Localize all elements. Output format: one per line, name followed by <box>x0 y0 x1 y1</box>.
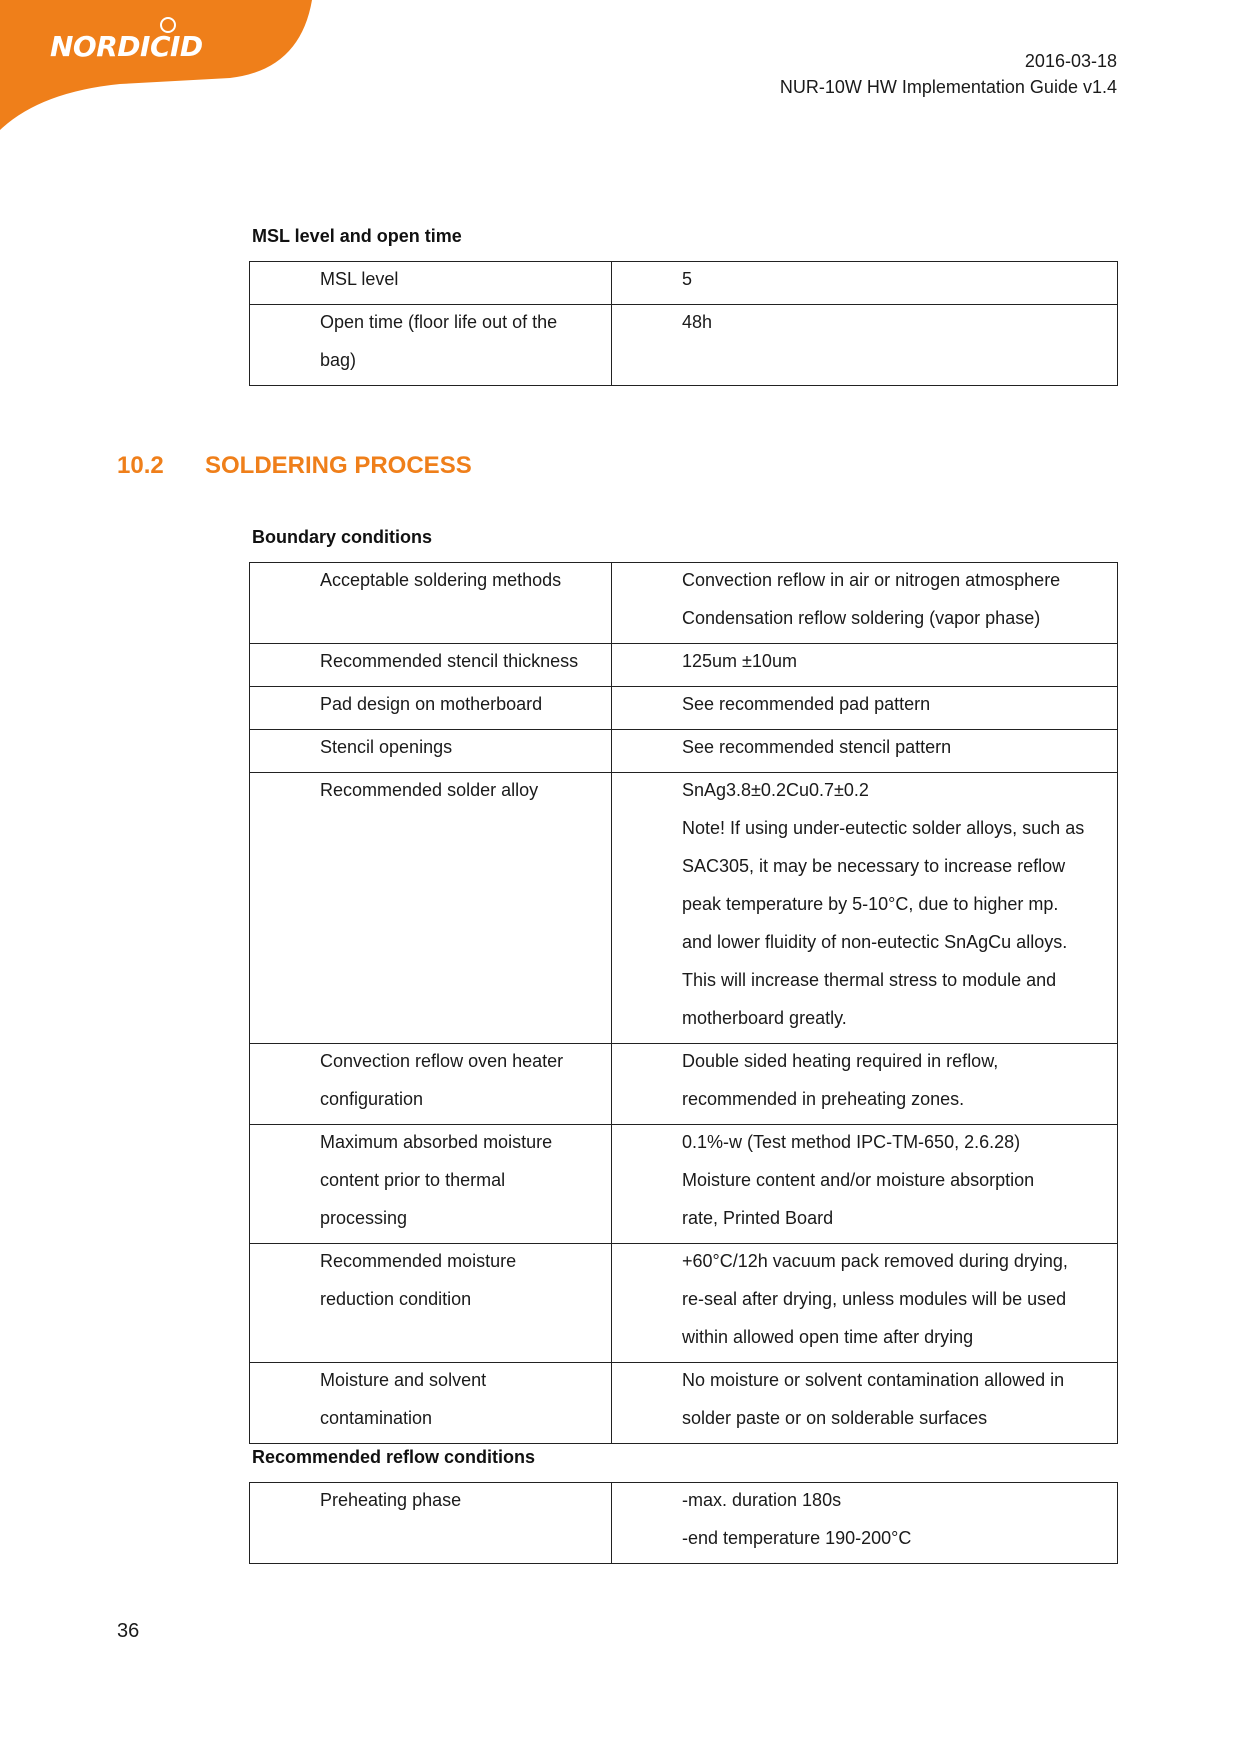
cell-text-line: Acceptable soldering methods <box>320 570 562 590</box>
row-label-cell <box>250 773 612 1044</box>
page-number: 36 <box>117 1620 140 1642</box>
boundary-conditions-table <box>249 562 1118 1444</box>
cell-text-line: content prior to thermal <box>320 1170 506 1190</box>
cell-text-line: Double sided heating required in reflow, <box>682 1051 999 1071</box>
row-value-cell <box>612 1244 1118 1363</box>
cell-text-line: Recommended stencil thickness <box>320 651 579 671</box>
cell-text-line: See recommended pad pattern <box>682 694 931 714</box>
row-value-cell <box>612 773 1118 1044</box>
cell-text-line: 5 <box>682 269 693 289</box>
cell-text-line: Pad design on motherboard <box>320 694 543 714</box>
table-row <box>250 730 1118 773</box>
header-date: 2016-03-18 <box>1024 51 1117 71</box>
msl-table <box>249 261 1118 386</box>
cell-text-line: 125um ±10um <box>682 651 797 671</box>
row-label-cell <box>250 1244 612 1363</box>
cell-text-line: recommended in preheating zones. <box>682 1089 965 1109</box>
cell-text-line: Maximum absorbed moisture <box>320 1132 553 1152</box>
row-label-cell <box>250 730 612 773</box>
cell-text-line: and lower fluidity of non-eutectic SnAgCu alloys. <box>682 932 1068 952</box>
logo-background-shape <box>0 0 320 130</box>
cell-text-line: configuration <box>320 1089 424 1109</box>
cell-text-line: reduction condition <box>320 1289 472 1309</box>
cell-text-line: Condensation reflow soldering (vapor phase) <box>682 608 1041 628</box>
cell-text-line: within allowed open time after drying <box>682 1327 974 1347</box>
cell-text-line: SAC305, it may be necessary to increase reflow <box>682 856 1066 876</box>
cell-text-line: SnAg3.8±0.2Cu0.7±0.2 <box>682 780 869 800</box>
section-number: 10.2 <box>117 452 164 479</box>
row-label-cell <box>250 1363 612 1444</box>
row-value-cell <box>612 305 1118 386</box>
table-row <box>250 1125 1118 1244</box>
row-value-cell <box>612 730 1118 773</box>
table-row <box>250 773 1118 1044</box>
table-row <box>250 1244 1118 1363</box>
cell-text-line: This will increase thermal stress to module and <box>682 970 1057 990</box>
table-row <box>250 1363 1118 1444</box>
row-value-cell <box>612 1483 1118 1564</box>
cell-text-line: Stencil openings <box>320 737 453 757</box>
cell-text-line: solder paste or on solderable surfaces <box>682 1408 988 1428</box>
cell-text-line: contamination <box>320 1408 433 1428</box>
table-row <box>250 644 1118 687</box>
row-label-cell <box>250 563 612 644</box>
reflow-table-title: Recommended reflow conditions <box>252 1447 536 1467</box>
cell-text-line: Recommended solder alloy <box>320 780 539 800</box>
company-logo: NORDICID <box>50 30 203 63</box>
section-heading <box>117 452 472 480</box>
row-label-cell <box>250 1044 612 1125</box>
boundary-table-title: Boundary conditions <box>252 527 432 547</box>
section-title: SOLDERING PROCESS <box>205 452 472 479</box>
row-label-cell <box>250 262 612 305</box>
cell-text-line: Preheating phase <box>320 1490 462 1510</box>
row-value-cell <box>612 563 1118 644</box>
cell-text-line: See recommended stencil pattern <box>682 737 952 757</box>
msl-table-title: MSL level and open time <box>252 226 462 246</box>
table-row <box>250 1483 1118 1564</box>
table-row <box>250 262 1118 305</box>
cell-text-line: Open time (floor life out of the <box>320 312 558 332</box>
row-label-cell <box>250 1125 612 1244</box>
cell-text-line: No moisture or solvent contamination allowed in <box>682 1370 1065 1390</box>
cell-text-line: peak temperature by 5-10°C, due to higher mp. <box>682 894 1059 914</box>
page-header <box>780 48 1117 100</box>
logo-mark-icon <box>160 17 176 33</box>
cell-text-line: 48h <box>682 312 713 332</box>
row-value-cell <box>612 1125 1118 1244</box>
cell-text-line: Recommended moisture <box>320 1251 517 1271</box>
cell-text-line: re-seal after drying, unless modules will be used <box>682 1289 1067 1309</box>
row-value-cell <box>612 1363 1118 1444</box>
header-doc-title: NUR-10W HW Implementation Guide v1.4 <box>779 77 1117 97</box>
cell-text-line: processing <box>320 1208 408 1228</box>
cell-text-line: Convection reflow oven heater <box>320 1051 564 1071</box>
cell-text-line: +60°C/12h vacuum pack removed during drying, <box>682 1251 1068 1271</box>
cell-text-line: -end temperature 190-200°C <box>682 1528 912 1548</box>
cell-text-line: Note! If using under-eutectic solder alloys, such as <box>682 818 1085 838</box>
cell-text-line: rate, Printed Board <box>682 1208 834 1228</box>
row-label-cell <box>250 305 612 386</box>
cell-text-line: Moisture content and/or moisture absorption <box>682 1170 1035 1190</box>
row-value-cell <box>612 262 1118 305</box>
reflow-conditions-table <box>249 1482 1118 1564</box>
cell-text-line: -max. duration 180s <box>682 1490 842 1510</box>
cell-text-line: motherboard greatly. <box>682 1008 847 1028</box>
row-value-cell <box>612 644 1118 687</box>
row-label-cell <box>250 644 612 687</box>
row-label-cell <box>250 1483 612 1564</box>
table-row <box>250 687 1118 730</box>
table-row <box>250 1044 1118 1125</box>
cell-text-line: 0.1%-w (Test method IPC-TM-650, 2.6.28) <box>682 1132 1021 1152</box>
row-value-cell <box>612 687 1118 730</box>
cell-text-line: bag) <box>320 350 357 370</box>
cell-text-line: Convection reflow in air or nitrogen atmosphere <box>682 570 1061 590</box>
cell-text-line: MSL level <box>320 269 399 289</box>
table-row <box>250 563 1118 644</box>
cell-text-line: Moisture and solvent <box>320 1370 487 1390</box>
row-label-cell <box>250 687 612 730</box>
table-row <box>250 305 1118 386</box>
row-value-cell <box>612 1044 1118 1125</box>
